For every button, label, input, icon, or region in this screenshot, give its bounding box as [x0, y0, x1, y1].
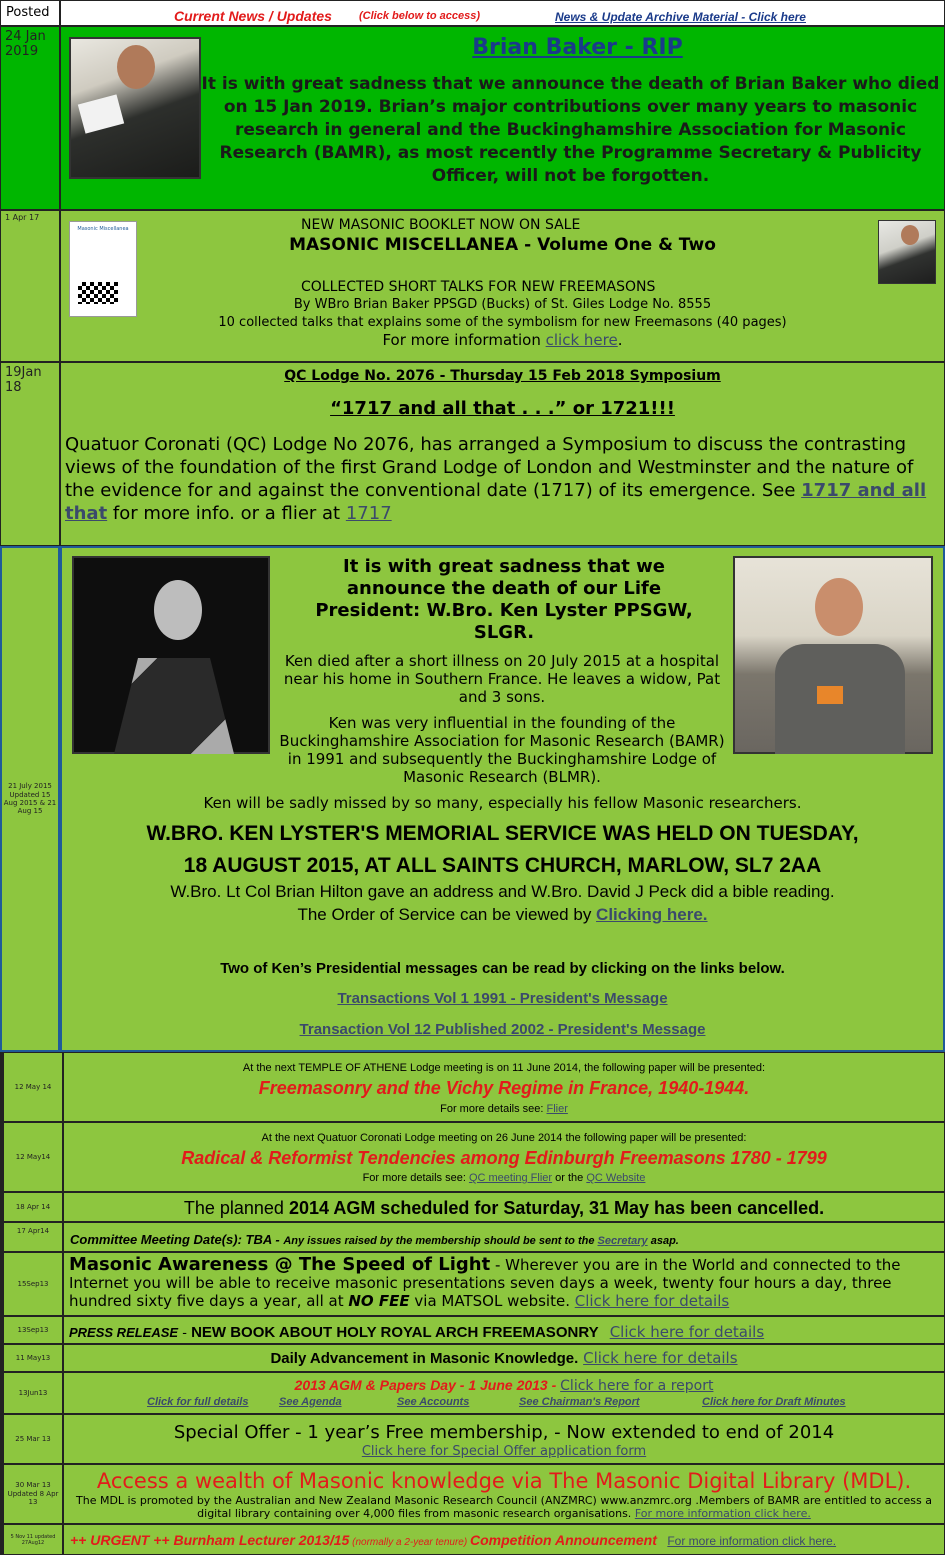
current-news-label: Current News / Updates — [174, 8, 332, 24]
burnham-row — [0, 1524, 945, 1555]
date-cell: 18 Apr 14 — [3, 1192, 63, 1222]
qc-meeting-more: For more details see: QC meeting Flier or the QC Website — [362, 1172, 646, 1184]
agm-cancelled-row — [0, 1192, 945, 1222]
presidential-messages-text: Two of Ken’s Presidential messages can be read by clicking on the links below. — [220, 960, 785, 977]
athene-more: For more details see: Flier — [440, 1103, 568, 1115]
agm-2013-content — [63, 1372, 945, 1414]
memorial-line-1: W.BRO. KEN LYSTER'S MEMORIAL SERVICE WAS HELD ON TUESDAY, — [146, 822, 859, 845]
agm-cancelled-text: The planned 2014 AGM scheduled for Saturday, 31 May has been cancelled. — [63, 1192, 945, 1222]
qc-meeting-flier-link[interactable]: QC meeting Flier — [468, 1172, 553, 1184]
click-below-label: (Click below to access) — [359, 10, 481, 22]
awareness-text: Masonic Awareness @ The Speed of Light - Wherever you are in the World and connected to the Internet you will be able to receive masonic presentations seven days a week, twenty four hours a day, three hundred sixty five days a year, all at NO FEE via MATSOL website. Click here for details — [63, 1252, 945, 1316]
awareness-details-link[interactable]: Click here for details — [574, 1292, 730, 1310]
special-offer-title: Special Offer - 1 year’s Free membership, - Now extended to end of 2014 — [173, 1422, 835, 1443]
date-cell: 13Jun13 — [3, 1372, 63, 1414]
booklet-cover[interactable]: Masonic Miscellanea — [69, 221, 137, 317]
booklet-click-here-link[interactable]: click here — [545, 331, 618, 349]
archive-link[interactable]: News & Update Archive Material - Click here — [555, 10, 806, 24]
qc-symposium-row — [0, 362, 945, 546]
1717-and-all-that-link[interactable]: 1717 and all that — [65, 480, 927, 524]
qc-meeting-title: Radical & Reformist Tendencies among Edinburgh Freemasons 1780 - 1799 — [181, 1148, 827, 1168]
ken-lyster-regalia-photo — [72, 556, 270, 754]
qc-website-link[interactable]: QC Website — [586, 1172, 646, 1184]
ken-title: It is with great sadness that we announce the death of our Life President: W.Bro. Ken Lyster PPSGW, SLGR. — [315, 556, 693, 643]
burnham-more-info-link[interactable]: For more information click here. — [667, 1534, 837, 1548]
posted-header: Posted — [0, 0, 60, 26]
date-cell: 21 July 2015 Updated 15 Aug 2015 & 21 Aug 15 — [0, 546, 60, 1052]
agm-draft-minutes-link[interactable]: Click here for Draft Minutes — [702, 1396, 846, 1408]
mdl-title: Access a wealth of Masonic knowledge via The Masonic Digital Library (MDL). — [96, 1469, 912, 1493]
ken-paragraph-3: Ken will be sadly missed by so many, especially his fellow Masonic researchers. — [203, 794, 802, 812]
order-of-service-link[interactable]: Clicking here. — [596, 905, 708, 924]
athene-title: Freemasonry and the Vichy Regime in France, 1940-1944. — [258, 1078, 750, 1098]
committee-row — [0, 1222, 945, 1252]
booklet-line1: NEW MASONIC BOOKLET NOW ON SALE — [301, 217, 581, 233]
qc-title: “1717 and all that . . .” or 1721!!! — [330, 398, 675, 419]
agm-accounts-link[interactable]: See Accounts — [397, 1396, 470, 1408]
ken-lyster-row — [0, 546, 945, 1052]
agm-report-link[interactable]: Click here for a report — [560, 1378, 714, 1394]
booklet-author: By WBro Brian Baker PPSGD (Bucks) of St. Giles Lodge No. 8555 — [293, 297, 712, 312]
press-release-text: PRESS RELEASE - NEW BOOK ABOUT HOLY ROYAL ARCH FREEMASONRY Click here for details — [63, 1316, 945, 1344]
date-cell: 12 May14 — [3, 1122, 63, 1192]
brian-title-link[interactable]: Brian Baker - RIP — [472, 35, 683, 60]
secretary-link[interactable]: Secretary — [597, 1235, 648, 1247]
daily-details-link[interactable]: Click here for details — [583, 1349, 738, 1367]
service-line-1: W.Bro. Lt Col Brian Hilton gave an address and W.Bro. David J Peck did a bible reading. — [170, 882, 835, 901]
committee-text: Committee Meeting Date(s): TBA - Any issues raised by the membership should be sent to the Secretary asap. — [63, 1222, 945, 1252]
brian-baker-photo — [69, 37, 201, 179]
mdl-more-info-link[interactable]: For more information click here. — [634, 1507, 811, 1520]
qc-heading: QC Lodge No. 2076 - Thursday 15 Feb 2018 Symposium — [284, 368, 721, 384]
1717-flier-link[interactable]: 1717 — [345, 503, 392, 524]
date-cell: 24 Jan 2019 — [0, 26, 60, 210]
date-cell: 11 May13 — [3, 1344, 63, 1372]
transactions-vol12-link[interactable]: Transaction Vol 12 Published 2002 - President's Message — [299, 1021, 706, 1038]
brian-rip-row — [0, 26, 945, 210]
agm-2013-title: 2013 AGM & Papers Day - 1 June 2013 - — [294, 1377, 561, 1393]
ken-lyster-portrait-photo — [733, 556, 933, 754]
brian-body: It is with great sadness that we announce the death of Brian Baker who died on 15 Jan 2019. Brian’s major contributions over many years to masonic research in general and the Buckinghamshire Association for Masonic Research (BAMR), as most recently the Programme Secretary & Publicity Officer, will not be forgotten. — [201, 74, 940, 186]
mdl-content — [63, 1464, 945, 1524]
mdl-body: The MDL is promoted by the Australian and New Zealand Masonic Research Council (ANZMRC) www.anzmrc.org .Members of BAMR are entitled to access a digital library containing over 4,000 files from masonic research organisations. For more information click here. — [76, 1494, 932, 1520]
press-release-row — [0, 1316, 945, 1344]
ken-paragraph-2: Ken was very influential in the founding of the Buckinghamshire Association for Masonic Research (BAMR) in 1991 and subsequently the Buckinghamshire Lodge of Masonic Research (BLMR). — [279, 714, 725, 786]
qc-meeting-row — [0, 1122, 945, 1192]
athene-row — [0, 1052, 945, 1122]
header-row — [0, 0, 945, 26]
transactions-vol1-link[interactable]: Transactions Vol 1 1991 - President's Message — [337, 990, 668, 1007]
date-cell: 1 Apr 17 — [0, 210, 60, 362]
transactions-vol1-row — [62, 990, 943, 1007]
athene-line1: At the next TEMPLE OF ATHENE Lodge meeting is on 11 June 2014, the following paper will be presented: — [242, 1062, 766, 1074]
date-cell: 12 May 14 — [3, 1052, 63, 1122]
date-cell: 5 Nov 11 updated 27Aug12 — [3, 1524, 63, 1555]
booklet-row — [0, 210, 945, 362]
booklet-description: 10 collected talks that explains some of the symbolism for new Freemasons (40 pages) — [218, 315, 787, 330]
date-cell: 30 Mar 13 Updated 8 Apr 13 — [3, 1464, 63, 1524]
special-offer-form-link[interactable]: Click here for Special Offer application form — [361, 1444, 647, 1459]
date-cell: 17 Apr14 — [3, 1222, 63, 1252]
special-offer-content — [63, 1414, 945, 1464]
date-cell: 13Sep13 — [3, 1316, 63, 1344]
mdl-row — [0, 1464, 945, 1524]
athene-flier-link[interactable]: Flier — [546, 1103, 568, 1115]
daily-advancement-row — [0, 1344, 945, 1372]
booklet-line3: COLLECTED SHORT TALKS FOR NEW FREEMASONS — [301, 279, 656, 295]
memorial-line-2: 18 AUGUST 2015, AT ALL SAINTS CHURCH, MARLOW, SL7 2AA — [183, 854, 822, 877]
special-offer-row — [0, 1414, 945, 1464]
awareness-row — [0, 1252, 945, 1316]
date-cell: 19Jan 18 — [0, 362, 60, 546]
agm-agenda-link[interactable]: See Agenda — [279, 1396, 342, 1408]
service-line-2: The Order of Service can be viewed by Clicking here. — [297, 905, 708, 924]
ken-paragraph-1: Ken died after a short illness on 20 July 2015 at a hospital near his home in Southern France. He leaves a widow, Pat and 3 sons. — [283, 652, 721, 706]
daily-advancement-text: Daily Advancement in Masonic Knowledge. Click here for details — [63, 1344, 945, 1372]
agm-2013-row — [0, 1372, 945, 1414]
qc-body: Quatuor Coronati (QC) Lodge No 2076, has arranged a Symposium to discuss the contrasting views of the foundation of the first Grand Lodge of London and Westminster and the nature of the evidence for and against the conventional date (1717) of its emergence. See 1717 and all that for more info. or a flier at 1717 — [65, 434, 927, 524]
qc-meeting-line1: At the next Quatuor Coronati Lodge meeting on 26 June 2014 the following paper will be presented: — [261, 1132, 747, 1144]
date-cell: 25 Mar 13 — [3, 1414, 63, 1464]
press-details-link[interactable]: Click here for details — [609, 1323, 765, 1341]
booklet-more: For more information click here. — [382, 331, 623, 349]
transactions-vol12-row — [62, 1021, 943, 1038]
agm-chairman-report-link[interactable]: See Chairman's Report — [519, 1396, 640, 1408]
agm-full-details-link[interactable]: Click for full details — [147, 1396, 249, 1408]
date-cell: 15Sep13 — [3, 1252, 63, 1316]
booklet-title: MASONIC MISCELLANEA - Volume One & Two — [289, 235, 716, 255]
burnham-text: ++ URGENT ++ Burnham Lecturer 2013/15 (normally a 2-year tenure) Competition Announcement For more information click here. — [63, 1524, 945, 1555]
